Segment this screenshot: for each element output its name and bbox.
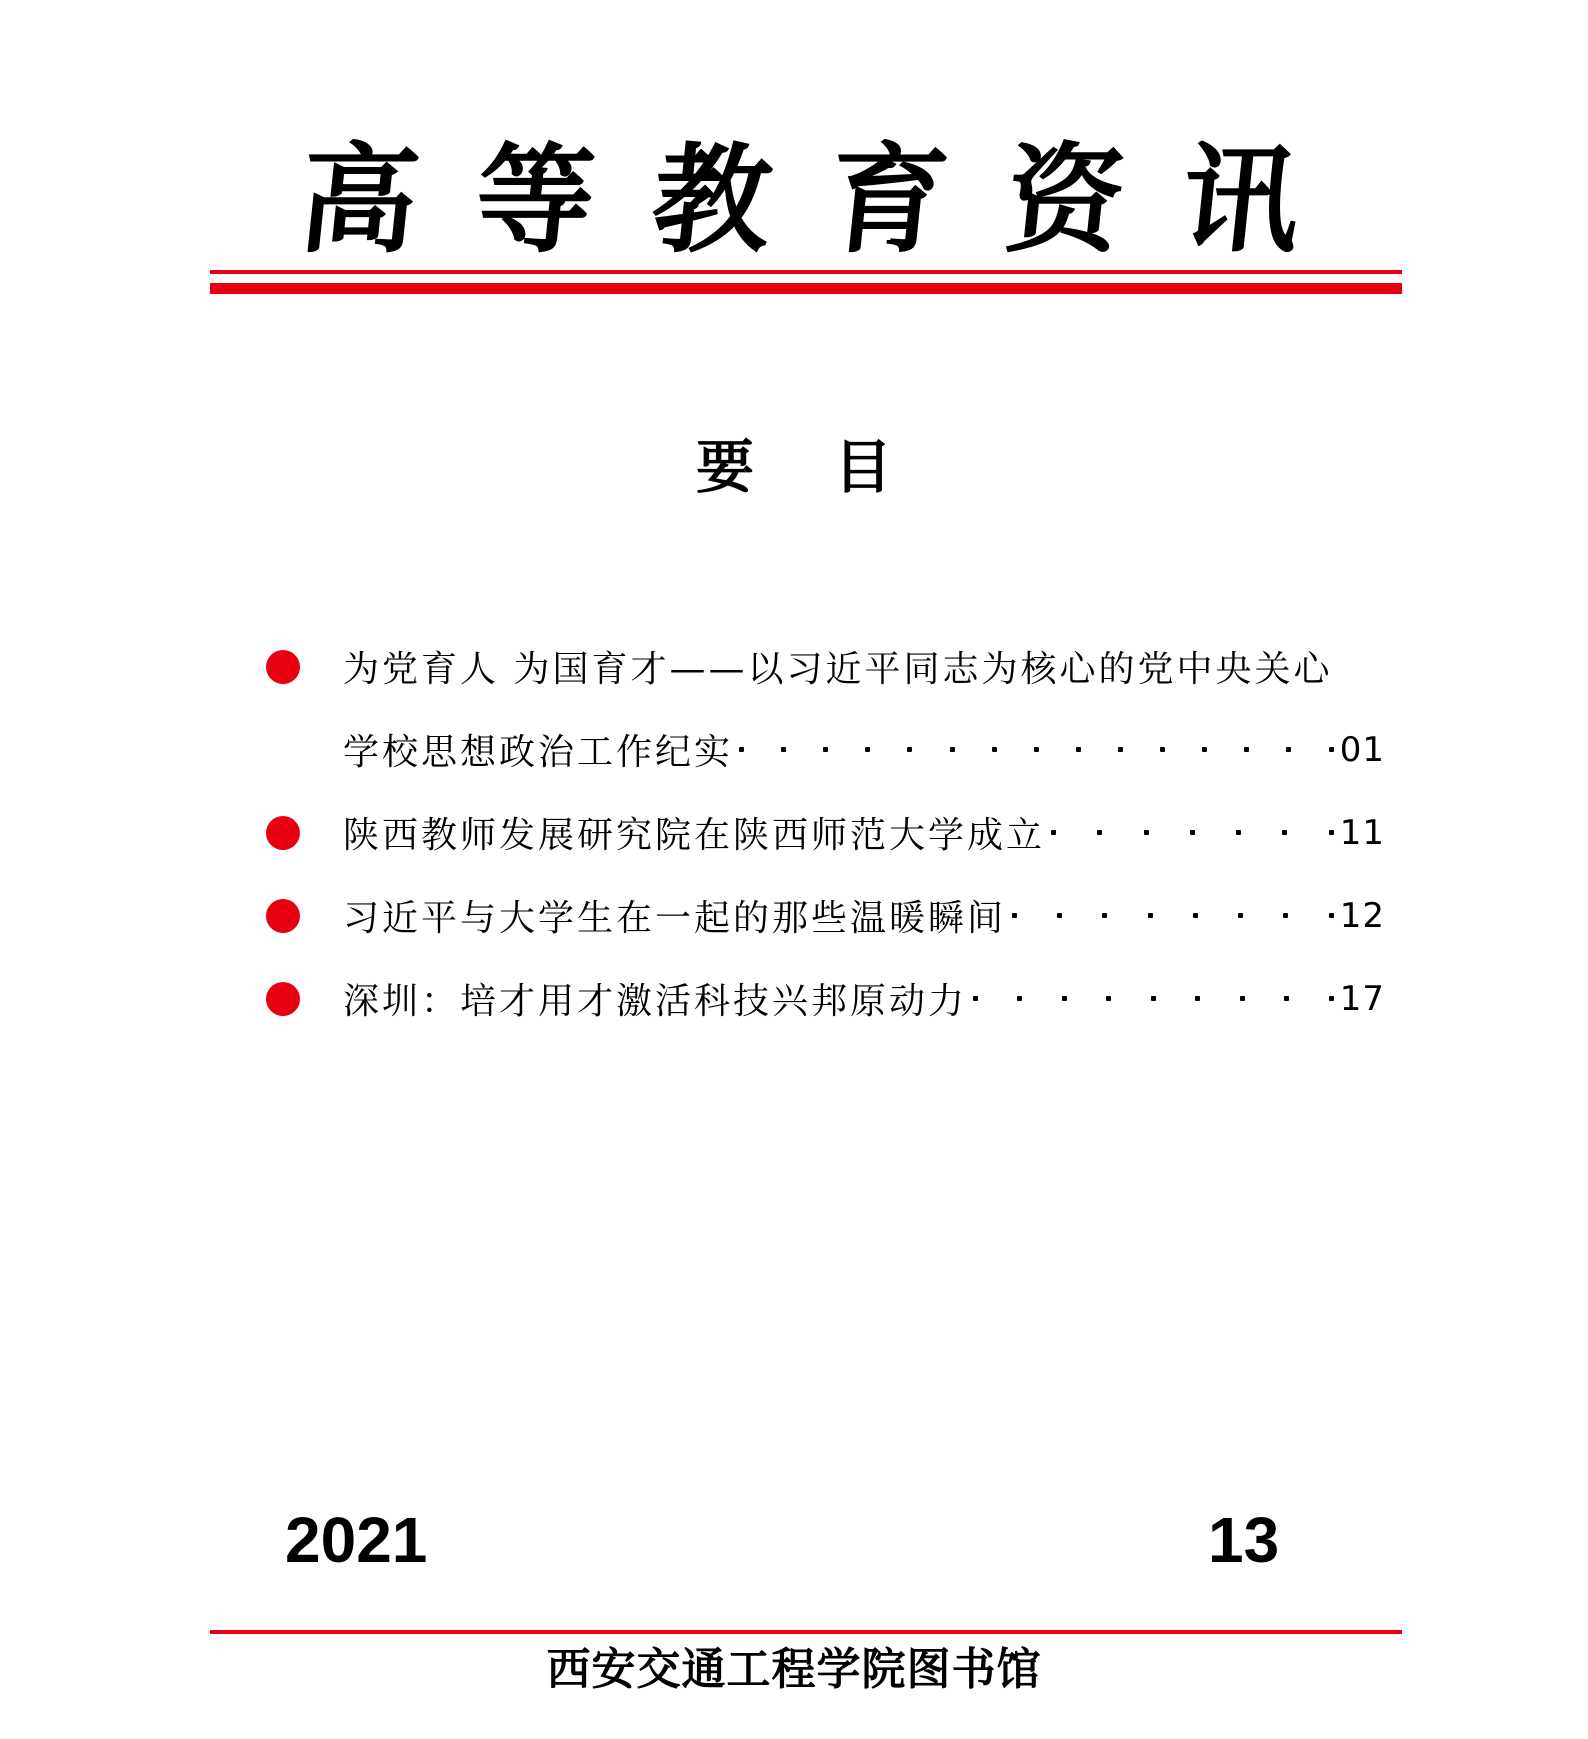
masthead-char: 教 bbox=[645, 130, 779, 269]
toc-entry-title: 为党育人 为国育才——以习近平同志为核心的党中央关心 bbox=[343, 649, 1333, 690]
red-bullet-icon bbox=[266, 982, 300, 1016]
leader-dot bbox=[1148, 913, 1153, 918]
toc-entry-line bbox=[343, 957, 1385, 1040]
leader-dot bbox=[1097, 830, 1102, 835]
masthead-char: 资 bbox=[998, 130, 1131, 269]
leader-dot bbox=[1283, 913, 1288, 918]
leader-dot bbox=[865, 747, 870, 752]
leader-dot bbox=[1329, 747, 1334, 752]
toc-heading-char: 目 bbox=[834, 433, 893, 501]
toc-entry-line bbox=[343, 874, 1385, 957]
leader-dot bbox=[1236, 830, 1241, 835]
leader-dot bbox=[1151, 996, 1156, 1001]
leader-dot bbox=[1195, 996, 1200, 1001]
leader-dot bbox=[1282, 830, 1287, 835]
masthead-char: 讯 bbox=[1174, 130, 1308, 269]
leader-dot bbox=[1102, 913, 1107, 918]
leader-dot bbox=[1076, 747, 1081, 752]
toc-entry-line bbox=[343, 791, 1385, 874]
leader-dot bbox=[781, 747, 786, 752]
leader-dot bbox=[1238, 913, 1243, 918]
issue-year: 2021 bbox=[285, 1504, 428, 1576]
toc-entry-title: 深圳：培才用才激活科技兴邦原动力 bbox=[343, 981, 968, 1022]
leader-dot bbox=[907, 747, 912, 752]
toc-heading-char: 要 bbox=[695, 433, 754, 501]
leader-dot bbox=[973, 996, 978, 1001]
leader-dot bbox=[1062, 996, 1067, 1001]
leader-dot bbox=[1286, 747, 1291, 752]
masthead-char: 高 bbox=[292, 130, 426, 269]
masthead bbox=[292, 130, 1308, 270]
toc-leader-dots bbox=[1006, 913, 1340, 918]
leader-dot bbox=[1190, 830, 1195, 835]
masthead-rule-thick bbox=[210, 283, 1402, 294]
masthead-char: 等 bbox=[469, 130, 602, 269]
red-bullet-icon bbox=[266, 816, 300, 850]
publisher-name: 西安交通工程学院图书馆 bbox=[546, 1644, 1042, 1695]
leader-dot bbox=[823, 747, 828, 752]
leader-dot bbox=[1017, 996, 1022, 1001]
toc-entry-line bbox=[343, 708, 1385, 791]
toc-leader-dots bbox=[1045, 830, 1340, 835]
toc-page-number: 01 bbox=[1339, 729, 1385, 770]
leader-dot bbox=[739, 747, 744, 752]
toc-leader-dots bbox=[967, 996, 1340, 1001]
leader-dot bbox=[1284, 996, 1289, 1001]
toc-page-number: 11 bbox=[1339, 812, 1385, 853]
toc-leader-dots bbox=[733, 747, 1340, 752]
toc-entry[interactable] bbox=[260, 625, 1385, 791]
red-bullet-icon bbox=[266, 899, 300, 933]
leader-dot bbox=[1329, 913, 1334, 918]
toc-heading bbox=[0, 433, 1588, 501]
leader-dot bbox=[1244, 747, 1249, 752]
leader-dot bbox=[1160, 747, 1165, 752]
masthead-rule-thin bbox=[210, 270, 1402, 274]
toc-entry-title: 陕西教师发展研究院在陕西师范大学成立 bbox=[343, 815, 1046, 856]
leader-dot bbox=[1202, 747, 1207, 752]
toc-entry-title: 习近平与大学生在一起的那些温暖瞬间 bbox=[343, 898, 1007, 939]
table-of-contents bbox=[260, 625, 1385, 1040]
toc-entry[interactable] bbox=[260, 874, 1385, 957]
leader-dot bbox=[992, 747, 997, 752]
leader-dot bbox=[1118, 747, 1123, 752]
leader-dot bbox=[950, 747, 955, 752]
red-bullet-icon bbox=[266, 650, 300, 684]
leader-dot bbox=[1240, 996, 1245, 1001]
leader-dot bbox=[1012, 913, 1017, 918]
footer-rule bbox=[210, 1630, 1402, 1634]
toc-page-number: 12 bbox=[1339, 895, 1385, 936]
toc-entry-line bbox=[343, 625, 1385, 708]
leader-dot bbox=[1144, 830, 1149, 835]
leader-dot bbox=[1193, 913, 1198, 918]
leader-dot bbox=[1329, 830, 1334, 835]
leader-dot bbox=[1051, 830, 1056, 835]
leader-dot bbox=[1106, 996, 1111, 1001]
toc-entry[interactable] bbox=[260, 791, 1385, 874]
leader-dot bbox=[1034, 747, 1039, 752]
masthead-char: 育 bbox=[821, 130, 955, 269]
issue-number: 13 bbox=[1208, 1504, 1280, 1576]
toc-page-number: 17 bbox=[1339, 978, 1385, 1019]
leader-dot bbox=[1329, 996, 1334, 1001]
leader-dot bbox=[1057, 913, 1062, 918]
toc-entry-title: 学校思想政治工作纪实 bbox=[343, 732, 734, 773]
toc-entry[interactable] bbox=[260, 957, 1385, 1040]
